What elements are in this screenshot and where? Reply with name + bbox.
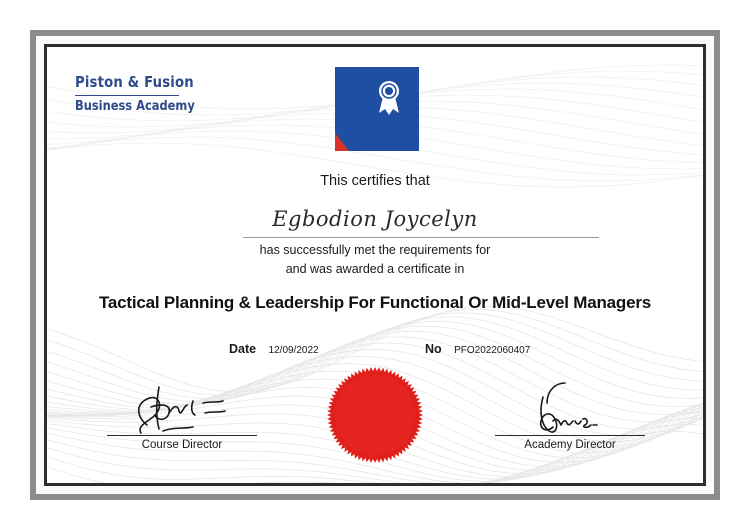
course-director-signature-block: [107, 377, 257, 457]
date-value: 12/09/2022: [268, 345, 319, 356]
academy-director-label: Academy Director: [524, 439, 616, 451]
academy-director-signature-block: [495, 377, 645, 457]
date-label: Date: [229, 342, 257, 356]
brand-name: Piston & Fusion: [75, 73, 194, 91]
certificate-body: [44, 44, 706, 486]
number-value: PFO2022060407: [454, 345, 531, 356]
number-label: No: [425, 342, 442, 356]
recipient-name: Egbodion Joycelyn: [272, 207, 478, 231]
course-title: Tactical Planning & Leadership For Functional Or Mid-Level Managers: [98, 293, 652, 312]
award-ribbon-icon: [335, 67, 419, 151]
brand-divider: [75, 95, 179, 96]
academy-director-line: [495, 435, 645, 436]
course-director-label: Course Director: [141, 439, 223, 451]
requirement-text-2: and was awarded a certificate in: [285, 262, 465, 276]
brand-subtitle: Business Academy: [75, 98, 195, 114]
certificate-number-field: [425, 340, 530, 358]
requirement-text-1: has successfully met the requirements for: [259, 243, 491, 257]
date-field: [229, 340, 319, 358]
red-seal-icon: [325, 365, 425, 465]
certifies-text: This certifies that: [320, 173, 430, 189]
name-underline: [243, 237, 599, 238]
course-director-signature: [107, 377, 257, 439]
academy-brand: [75, 73, 211, 115]
academy-director-signature: [495, 377, 645, 439]
course-director-line: [107, 435, 257, 436]
